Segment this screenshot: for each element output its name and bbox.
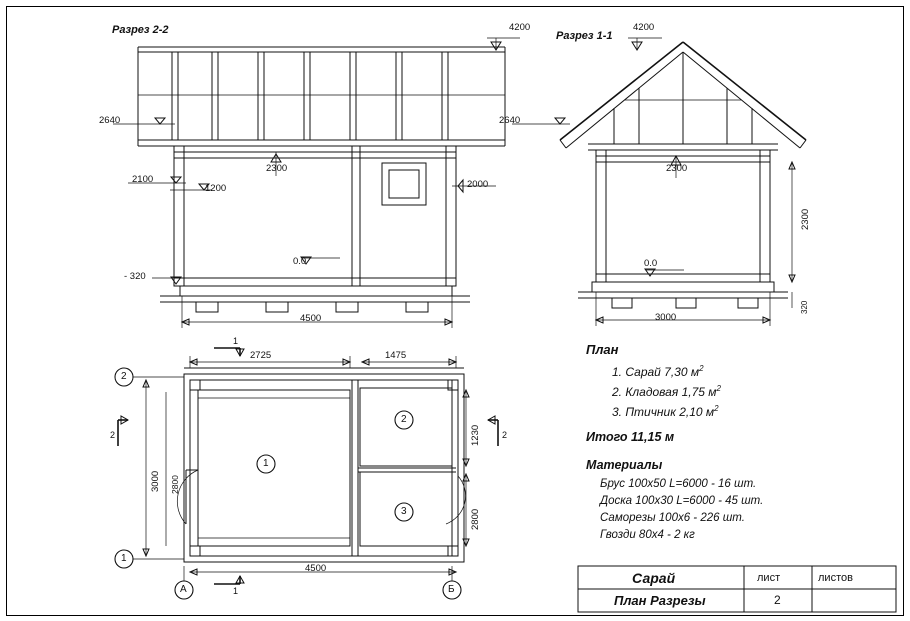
spec-room-2 xyxy=(612,384,721,399)
spec-room-1-text: 1. Сарай 7,30 м xyxy=(612,365,700,379)
dim-2100: 2100 xyxy=(132,174,154,185)
spec-plan-heading: План xyxy=(586,342,619,357)
spec-room-1 xyxy=(612,364,704,379)
titleblock-sheet-number: 2 xyxy=(774,593,781,607)
axis-label-b: Б xyxy=(448,584,455,595)
dim-4200-right: 4200 xyxy=(633,22,655,33)
dim-minus-320: - 320 xyxy=(124,271,146,282)
dim-320-vertical: 320 xyxy=(800,300,809,314)
cut-mark-2-right: 2 xyxy=(502,430,508,440)
dim-2000: 2000 xyxy=(467,179,489,190)
dim-zero-right: 0.0 xyxy=(644,258,658,269)
dim-2300-right: 2300 xyxy=(666,163,688,174)
spec-total: Итого 11,15 м xyxy=(586,430,675,444)
material-item-4: Гвозди 80х4 - 2 кг xyxy=(600,529,695,541)
dim-2640-right: 2640 xyxy=(499,115,521,126)
cut-mark-1-top: 1 xyxy=(233,336,239,346)
dim-3000-plan: 3000 xyxy=(150,470,161,492)
room-mark-3: 3 xyxy=(401,506,407,517)
dim-zero-left: 0.0 xyxy=(293,256,307,267)
spec-room-1-sup: 2 xyxy=(699,364,704,373)
room-mark-2: 2 xyxy=(401,414,407,425)
dim-2725: 2725 xyxy=(250,350,272,361)
spec-room-2-text: 2. Кладовая 1,75 м xyxy=(612,385,717,399)
cut-mark-2-left: 2 xyxy=(110,430,116,440)
dim-4500-plan: 4500 xyxy=(305,563,327,574)
titleblock-name: Сарай xyxy=(632,570,676,586)
axis-label-2: 2 xyxy=(121,371,127,382)
titleblock-subtitle: План Разрезы xyxy=(614,593,706,608)
dim-2800-plan: 2800 xyxy=(170,475,180,494)
dim-2640-left: 2640 xyxy=(99,115,121,126)
spec-room-2-sup: 2 xyxy=(716,384,721,393)
axis-label-1: 1 xyxy=(121,553,127,564)
spec-materials-heading: Материалы xyxy=(586,458,663,472)
material-item-1: Брус 100х50 L=6000 - 16 шт. xyxy=(600,478,757,490)
dim-1230: 1230 xyxy=(470,424,481,446)
titleblock-sheet-label: лист xyxy=(757,572,781,584)
room-mark-1: 1 xyxy=(263,458,269,469)
dim-4200-left: 4200 xyxy=(509,22,531,33)
axis-label-a: А xyxy=(180,584,187,595)
section-22-title: Разрез 2-2 xyxy=(112,24,169,36)
spec-room-3-sup: 2 xyxy=(714,404,719,413)
dim-2300-vertical: 2300 xyxy=(800,208,811,230)
dim-3000-section: 3000 xyxy=(655,312,677,323)
material-item-2: Доска 100х30 L=6000 - 45 шт. xyxy=(600,495,764,507)
section-11-title: Разрез 1-1 xyxy=(556,30,613,42)
spec-room-3-text: 3. Птичник 2,10 м xyxy=(612,405,715,419)
dim-4500-section: 4500 xyxy=(300,313,322,324)
spec-room-3 xyxy=(612,404,719,419)
dim-1200: 1200 xyxy=(205,183,227,194)
cut-mark-1-bottom: 1 xyxy=(233,586,239,596)
dim-1470: 2800 xyxy=(470,508,481,530)
titleblock-sheets-label: листов xyxy=(818,572,853,584)
material-item-3: Саморезы 100х6 - 226 шт. xyxy=(600,512,745,524)
dim-1475: 1475 xyxy=(385,350,407,361)
dim-2300-left: 2300 xyxy=(266,163,288,174)
